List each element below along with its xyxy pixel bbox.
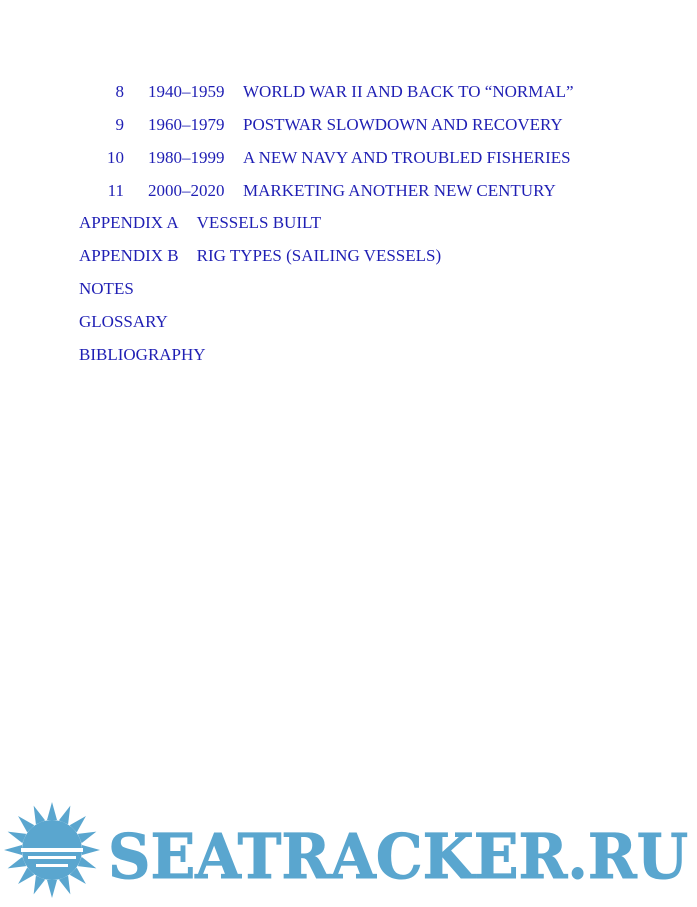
- toc-entry-chapter-9[interactable]: [0, 113, 697, 137]
- toc-entry-chapter-10[interactable]: [0, 146, 697, 170]
- toc-entry-chapter-11[interactable]: [0, 179, 697, 203]
- chapter-number[interactable]: 10: [107, 148, 124, 167]
- notes-link[interactable]: NOTES: [79, 279, 134, 298]
- chapter-years[interactable]: 1980–1999: [148, 148, 225, 167]
- chapter-title[interactable]: WORLD WAR II AND BACK TO “NORMAL”: [243, 82, 574, 101]
- chapter-years[interactable]: 2000–2020: [148, 181, 225, 200]
- chapter-number[interactable]: 9: [115, 115, 124, 134]
- toc-entry-appendix-a[interactable]: [79, 211, 321, 235]
- toc-entry-bibliography[interactable]: [79, 343, 206, 367]
- chapter-title[interactable]: MARKETING ANOTHER NEW CENTURY: [243, 181, 556, 200]
- chapter-number[interactable]: 8: [115, 82, 124, 101]
- watermark: [0, 798, 697, 902]
- chapter-title[interactable]: POSTWAR SLOWDOWN AND RECOVERY: [243, 115, 563, 134]
- watermark-graphic: [0, 798, 697, 902]
- appendix-label[interactable]: APPENDIX B: [79, 246, 179, 265]
- appendix-title[interactable]: RIG TYPES (SAILING VESSELS): [196, 246, 442, 265]
- toc-entry-chapter-8[interactable]: [0, 80, 697, 104]
- toc-entry-glossary[interactable]: [79, 310, 168, 334]
- toc-entry-appendix-b[interactable]: [79, 244, 441, 268]
- chapter-title[interactable]: A NEW NAVY AND TROUBLED FISHERIES: [243, 148, 571, 167]
- sun-icon: [4, 802, 100, 898]
- appendix-label[interactable]: APPENDIX A: [79, 213, 179, 232]
- toc-entry-notes[interactable]: [79, 277, 134, 301]
- watermark-text: SEATRACKER.RU: [108, 820, 688, 893]
- glossary-link[interactable]: GLOSSARY: [79, 312, 168, 331]
- appendix-title[interactable]: VESSELS BUILT: [196, 213, 322, 232]
- chapter-years[interactable]: 1960–1979: [148, 115, 225, 134]
- bibliography-link[interactable]: BIBLIOGRAPHY: [79, 345, 206, 364]
- chapter-years[interactable]: 1940–1959: [148, 82, 225, 101]
- chapter-number[interactable]: 11: [107, 181, 124, 200]
